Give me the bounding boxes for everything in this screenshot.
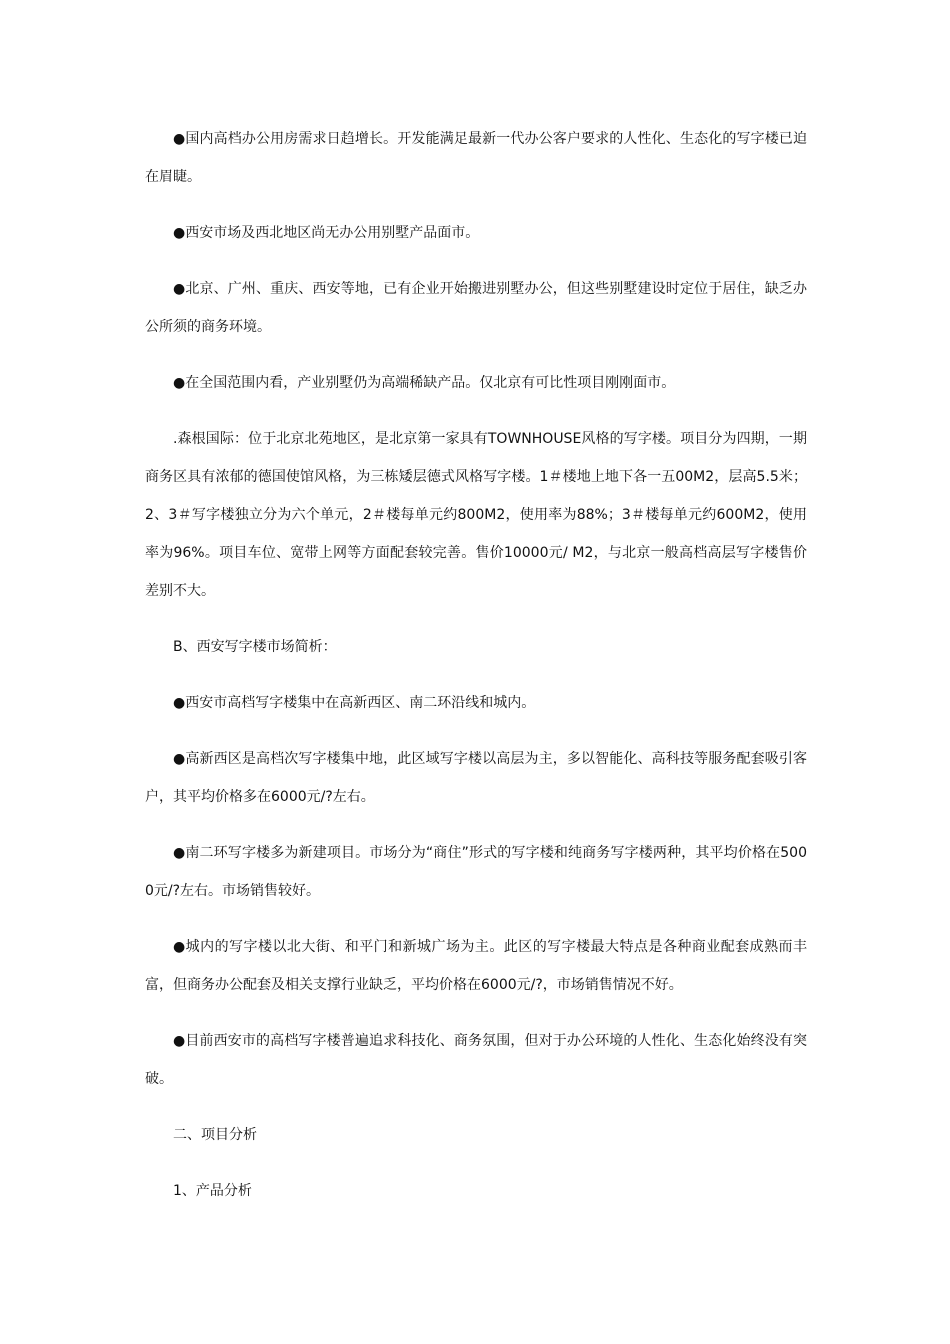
paragraph-current-trend: ●目前西安市的高档写字楼普遍追求科技化、商务氛围，但对于办公环境的人性化、生态化始终没有突破。: [145, 1033, 807, 1087]
paragraph-villa-office-trend: ●北京、广州、重庆、西安等地，已有企业开始搬进别墅办公，但这些别墅建设时定位于居住，缺乏办公所须的商务环境。: [145, 281, 807, 335]
paragraph-office-distribution: ●西安市高档写字楼集中在高新西区、南二环沿线和城内。: [173, 695, 536, 711]
document-body: [145, 120, 807, 1228]
section-heading: 二、项目分析: [173, 1127, 257, 1143]
paragraph-sengen-international: .森根国际：位于北京北苑地区，是北京第一家具有TOWNHOUSE风格的写字楼。项目分为四期，一期商务区具有浓郁的德国使馆风格，为三栋矮层德式风格写字楼。1＃楼地上地下各一五00M2，层高5.5米；2、3＃写字楼独立分为六个单元，2＃楼每单元约800M2，使用率为88%；3＃楼每单元约600M2，使用率为96%。项目车位、宽带上网等方面配套较完善。售价10000元/ M2，与北京一般高档高层写字楼售价差别不大。: [145, 431, 807, 599]
paragraph-gaoxin-west: ●高新西区是高档次写字楼集中地，此区域写字楼以高层为主，多以智能化、高科技等服务配套吸引客户，其平均价格多在6000元/?左右。: [145, 751, 807, 805]
paragraph-demand-growth: ●国内高档办公用房需求日趋增长。开发能满足最新一代办公客户要求的人性化、生态化的写字楼已迫在眉睫。: [145, 131, 807, 185]
paragraph-national-scarcity: ●在全国范围内看，产业别墅仍为高端稀缺产品。仅北京有可比性项目刚刚面市。: [173, 375, 676, 391]
paragraph-south-second-ring: ●南二环写字楼多为新建项目。市场分为“商住”形式的写字楼和纯商务写字楼两种，其平均价格在5000元/?左右。市场销售较好。: [145, 845, 807, 899]
paragraph-city-center: ●城内的写字楼以北大街、和平门和新城广场为主。此区的写字楼最大特点是各种商业配套成熟而丰富，但商务办公配套及相关支撑行业缺乏，平均价格在6000元/?，市场销售情况不好。: [145, 939, 807, 993]
subsection-heading: 1、产品分析: [173, 1183, 252, 1199]
heading-xian-office-market: B、西安写字楼市场简析：: [173, 639, 337, 655]
paragraph-xian-market-gap: ●西安市场及西北地区尚无办公用别墅产品面市。: [173, 225, 480, 241]
